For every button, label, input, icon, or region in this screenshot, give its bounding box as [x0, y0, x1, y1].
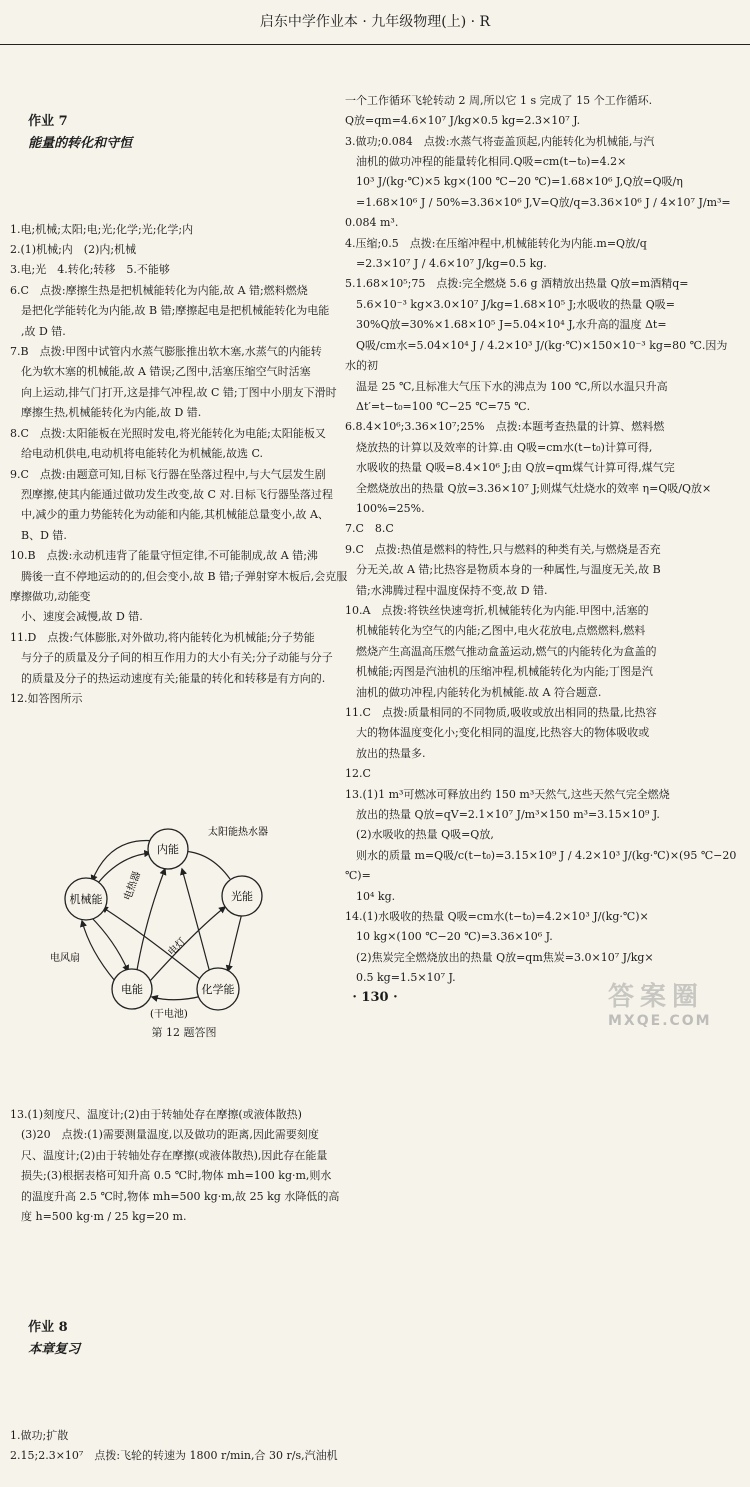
text-line: 7.C 8.C [345, 522, 394, 536]
text-line: 9.C 点拨:由题意可知,目标飞行器在坠落过程中,与大气层发生剧 [10, 467, 326, 481]
text-line: 14.(1)水吸收的热量 Q吸=cm水(t−t₀)=4.2×10³ J/(kg·℃)× [345, 910, 649, 924]
right-column [345, 50, 740, 1009]
text-line: 温是 25 ℃,且标准大气压下水的沸点为 100 ℃,所以水温只升高 [345, 379, 668, 393]
text-line: =1.68×10⁶ J / 50%=3.36×10⁶ J,V=Q放/q=3.36×10⁶ J / 4×10⁷ J/m³=0.084 m³. [345, 195, 731, 230]
text-line: 给电动机供电,电动机将电能转化为机械能,故选 C. [10, 447, 264, 461]
text-line: Q放=qm=4.6×10⁷ J/kg×0.5 kg=2.3×10⁷ J. [345, 114, 581, 128]
svg-text:光能: 光能 [231, 890, 253, 904]
answer-lines-part1 [10, 220, 358, 710]
text-line: 机械能转化为空气的内能;乙图中,电火花放电,点燃燃料,燃料 [345, 624, 646, 638]
text-line: ,故 D 错. [10, 324, 66, 338]
energy-conversion-diagram [10, 771, 350, 1021]
text-line: (3)20 点拨:(1)需要测量温度,以及做功的距离,因此需要刻度 [10, 1128, 319, 1142]
text-line: 5.1.68×10⁵;75 点拨:完全燃烧 5.6 g 酒精放出热量 Q放=m酒精q= [345, 277, 689, 291]
text-line: 11.D 点拨:气体膨胀,对外做功,将内能转化为机械能;分子势能 [10, 630, 315, 644]
text-line: 10 kg×(100 ℃−20 ℃)=3.36×10⁶ J. [345, 930, 553, 944]
text-line: 13.(1)刻度尺、温度计;(2)由于转轴处存在摩擦(或液体散热) [10, 1108, 302, 1122]
text-line: 2.(1)机械;内 (2)内;机械 [10, 243, 137, 257]
label-electric-heater: 电热器 [122, 870, 144, 903]
text-line: 烈摩擦,使其内能通过做功发生改变,故 C 对.目标飞行器坠落过程 [10, 487, 333, 501]
arrow-electric-to-internal [136, 869, 165, 976]
text-line: 30%Q放=30%×1.68×10⁵ J=5.04×10⁴ J,水升高的温度 Δt= [345, 318, 667, 332]
page-number: · 130 · [352, 990, 398, 1005]
text-line: 分无关,故 A 错;比热容是物质本身的一种属性,与温度无关,故 B [345, 563, 661, 577]
text-line: 小、速度会减慢,故 D 错. [10, 610, 143, 624]
text-line: 与分子的质量及分子间的相互作用力的大小有关;分子动能与分子 [10, 651, 333, 665]
arrow-mech-to-electric [90, 916, 128, 971]
text-line: 9.C 点拨:热值是燃料的特性,只与燃料的种类有关,与燃烧是否充 [345, 542, 661, 556]
text-line: 10⁴ kg. [345, 889, 396, 903]
node-light-energy [222, 876, 262, 916]
text-line: 的温度升高 2.5 ℃时,物体 mh=500 kg·m,故 25 kg 水降低的高 [10, 1189, 340, 1203]
watermark-url: MXQE.COM [608, 1013, 712, 1029]
text-line: 放出的热量 Q放=qV=2.1×10⁷ J/m³×150 m³=3.15×10⁹ J. [345, 808, 660, 822]
text-line: 12.如答图所示 [10, 691, 83, 705]
figure-caption: 第 12 题答图 [151, 1026, 217, 1040]
text-line: 的质量及分子的热运动速度有关;能量的转化和转移是有方向的. [10, 671, 326, 685]
text-line: 11.C 点拨:质量相同的不同物质,吸收或放出相同的热量,比热容 [345, 706, 657, 719]
arrow-chem-to-internal [182, 869, 210, 973]
answer-lines-part3 [10, 1426, 358, 1467]
section-name: 本章复习 [28, 1341, 81, 1357]
text-line: 13.(1)1 m³可燃冰可释放出约 150 m³天然气,这些天然气完全燃烧 [345, 787, 670, 801]
text-line: 油机的做功冲程,内能转化为机械能.故 A 符合题意. [345, 685, 602, 699]
text-line: 则水的质量 m=Q吸/c(t−t₀)=3.15×10⁹ J / 4.2×10³ J/(kg·℃)×(95 ℃−20 ℃)= [345, 848, 740, 883]
label-dry-battery: (干电池) [150, 1009, 188, 1021]
section-name: 能量的转化和守恒 [28, 135, 133, 151]
text-line: 损失;(3)根据表格可知升高 0.5 ℃时,物体 mh=100 kg·m,则水 [10, 1169, 332, 1183]
header-title: 启东中学作业本 · 九年级物理(上) · R [259, 14, 491, 30]
text-line: Δt′=t−t₀=100 ℃−25 ℃=75 ℃. [345, 399, 531, 413]
text-line: 10³ J/(kg·℃)×5 kg×(100 ℃−20 ℃)=1.68×10⁶ J,Q放=Q吸/η [345, 175, 683, 189]
text-line: 12.C [345, 767, 371, 781]
text-line: 度 h=500 kg·m / 25 kg=20 m. [10, 1210, 187, 1224]
text-line: 油机的做功冲程的能量转化相同.Q吸=cm(t−t₀)=4.2× [345, 155, 627, 169]
text-line: 大的物体温度变化小;变化相同的温度,比热容大的物体吸收或 [345, 726, 650, 740]
text-line: 放出的热量多. [345, 746, 426, 760]
text-line: 机械能;丙图是汽油机的压缩冲程,机械能转化为内能;丁图是汽 [345, 665, 653, 679]
text-line: 10.B 点拨:永动机违背了能量守恒定律,不可能制成,故 A 错;沸 [10, 549, 318, 563]
page-header [0, 0, 750, 45]
text-line: 腾後一直不停地运动的的,但会变小,故 B 错;子弹射穿木板后,会克服摩擦做功,动能变 [10, 569, 348, 603]
text-line: 1.电;机械;太阳;电;光;化学;光;化学;内 [10, 222, 194, 236]
text-line: 4.压缩;0.5 点拨:在压缩冲程中,机械能转化为内能.m=Q放/q [345, 236, 647, 250]
label-solar-heater: 太阳能热水器 [208, 827, 268, 839]
section-heading-8 [10, 1295, 358, 1383]
text-line: 6.C 点拨:摩擦生热是把机械能转化为内能,故 A 错;燃料燃烧 [10, 283, 308, 297]
watermark-text: 答案圈 [608, 982, 705, 1012]
text-line: 3.电;光 4.转化;转移 5.不能够 [10, 263, 170, 277]
arrow-electric-to-mech [82, 921, 115, 981]
text-line: 3.做功;0.084 点拨:水蒸气将壶盖顶起,内能转化为机械能,与汽 [345, 134, 655, 148]
label-electric-fan: 电风扇 [50, 953, 80, 965]
left-column [10, 48, 358, 1487]
svg-text:化学能: 化学能 [201, 983, 235, 997]
text-line: (2)焦炭完全燃烧放出的热量 Q放=qm焦炭=3.0×10⁷ J/kg× [345, 950, 654, 964]
text-line: 1.做功;扩散 [10, 1428, 69, 1442]
text-line: 100%=25%. [345, 501, 425, 515]
text-line: B、D 错. [10, 528, 67, 542]
text-line: =2.3×10⁷ J / 4.6×10⁷ J/kg=0.5 kg. [345, 257, 547, 271]
section-heading-7 [10, 89, 358, 177]
svg-text:内能: 内能 [157, 843, 179, 857]
text-line: 水吸收的热量 Q吸=8.4×10⁶ J;由 Q放=qm煤气计算可得,煤气完 [345, 461, 675, 475]
arrow-chem-to-mech [102, 907, 205, 983]
label-electric-lamp: 电灯 [166, 936, 189, 959]
text-line: 燃烧产生高温高压燃气推动盒盖运动,燃气的内能转化为盒盖的 [345, 644, 657, 658]
section-prefix: 作业 8 [28, 1319, 68, 1335]
text-line: 化为软木塞的机械能,故 A 错误;乙图中,活塞压缩空气时活塞 [10, 365, 311, 379]
text-line: 尺、温度计;(2)由于转轴处存在摩擦(或液体散热),因此存在能量 [10, 1148, 328, 1162]
text-line: 10.A 点拨:将铁丝快速弯折,机械能转化为内能.甲图中,活塞的 [345, 603, 649, 617]
svg-text:机械能: 机械能 [69, 893, 103, 907]
text-line: 5.6×10⁻³ kg×3.0×10⁷ J/kg=1.68×10⁵ J;水吸收的热量 Q吸= [345, 297, 676, 311]
text-line: Q吸/cm水=5.04×10⁴ J / 4.2×10³ J/(kg·℃)×150×10⁻³ kg=80 ℃.因为水的初 [345, 338, 728, 373]
text-line: 向上运动,排气门打开,这是排气冲程,故 C 错;丁图中小朋友下滑时 [10, 385, 337, 399]
answer-lines-right [345, 91, 740, 989]
text-line: 2.15;2.3×10⁷ 点拨:飞轮的转速为 1800 r/min,合 30 r/s,汽油机 [10, 1448, 338, 1462]
text-line: 摩擦生热,机械能转化为内能,故 D 错. [10, 406, 202, 420]
watermark-logo [608, 976, 738, 1029]
text-line: 烧放热的计算以及效率的计算.由 Q吸=cm水(t−t₀)计算可得, [345, 440, 653, 454]
text-line: 8.C 点拨:太阳能板在光照时发电,将光能转化为电能;太阳能板又 [10, 426, 326, 440]
text-line: 错;水沸腾过程中温度保持不变,故 D 错. [345, 583, 548, 597]
text-line: (2)水吸收的热量 Q吸=Q放, [345, 828, 494, 842]
text-line: 是把化学能转化为内能,故 B 错;摩擦起电是把机械能转化为电能 [10, 304, 330, 318]
node-internal-energy [148, 829, 188, 869]
text-line: 一个工作循环飞轮转动 2 周,所以它 1 s 完成了 15 个工作循环. [345, 93, 653, 107]
text-line: 7.B 点拨:甲图中试管内水蒸气膨胀推出软木塞,水蒸气的内能转 [10, 345, 322, 359]
svg-text:电能: 电能 [121, 983, 143, 997]
node-mechanical-energy [65, 878, 107, 920]
text-line: 全燃烧放出的热量 Q放=3.36×10⁷ J;则煤气灶烧水的效率 η=Q吸/Q放× [345, 481, 712, 495]
text-line: 0.5 kg=1.5×10⁷ J. [345, 971, 456, 985]
arrow-light-to-chem [228, 913, 242, 971]
text-line: 6.8.4×10⁶;3.36×10⁷;25% 点拨:本题考查热量的计算、燃料燃 [345, 420, 665, 434]
answer-lines-part2 [10, 1105, 358, 1227]
section-prefix: 作业 7 [28, 113, 68, 129]
text-line: 中,减少的重力势能转化为动能和内能,其机械能总量变小,故 A、 [10, 508, 329, 522]
